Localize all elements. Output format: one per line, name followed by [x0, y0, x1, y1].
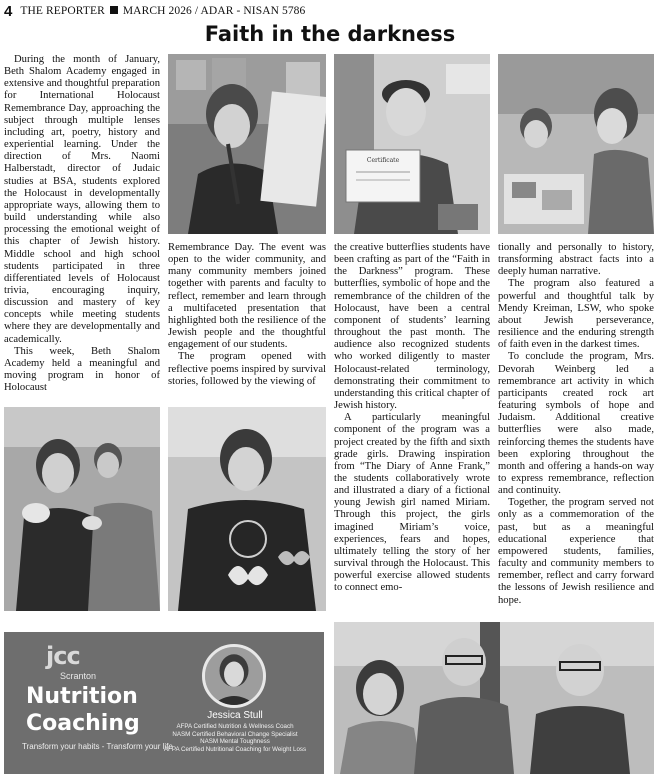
article-paragraph: the creative butterflies students have been crafting as part of the “Faith in the Darkness” program. These butterflies, symbolic of hope and the remembrance of the children of the Holocaust, have been a central component of students’ learning throughout the past month. The audience also recognized students who worked diligently to master Holocaust-related terminology, demonstrating their commitment to understanding this critical chapter of Jewish history.	[334, 242, 490, 412]
page-number: 4	[4, 2, 13, 20]
article-column-2	[168, 242, 326, 388]
article-headline: Faith in the darkness	[204, 22, 456, 46]
coach-credentials	[150, 723, 320, 753]
photo-student-reading	[168, 54, 326, 234]
jcc-logo: jcc	[46, 642, 80, 670]
article-column-1	[4, 54, 160, 394]
jcc-logo-subtitle: Scranton	[60, 671, 97, 681]
photo-students-art-activity	[498, 54, 654, 234]
photo-speaker-and-guests	[334, 622, 654, 774]
article-column-4	[498, 242, 654, 607]
article-paragraph: This week, Beth Shalom Academy held a meaningful and moving program in honor of Holocaust	[4, 345, 160, 394]
article-paragraph: tionally and personally to history, transforming abstract facts into a deeply human narrative.	[498, 242, 654, 278]
credential-line: NASM Certified Behavioral Change Specialist	[172, 730, 298, 738]
article-paragraph: Remembrance Day. The event was open to the wider community, and many community members joined together with parents and faculty to reflect, remember and learn through a multifaceted presentation that highlighted both the resilience of the Jewish people and the thoughtful engagement of our students.	[168, 242, 326, 351]
article-paragraph: Together, the program served not only as a commemoration of the past, but as a meaningful educational experience that empowered students, families, faculty and community members to remember, reflect and carry forward the lessons of Jewish resilience and hope.	[498, 497, 654, 606]
ad-title-line-1: Nutrition	[26, 684, 138, 709]
credential-line: AFPA Certified Nutritional Coaching for Weight Loss	[163, 745, 307, 753]
photo-student-butterflies	[168, 407, 326, 611]
article-paragraph: A particularly meaningful component of the program was a project created by the fifth and sixth grade girls. Drawing inspiration from “The Diary of Anne Frank,” the students collaboratively wrote and illustrated a diary of a fictional young Jewish girl named Miriam. Through this project, the girls imagined Miriam’s voice, experiences, fears and hopes, ultimately telling the story of her survival through the Holocaust. This powerful exercise allowed students to connect emo-	[334, 412, 490, 594]
publication-name: THE REPORTER	[20, 5, 105, 17]
photo-students-rock-art	[4, 407, 160, 611]
ad-tagline: Transform your habits - Transform your life	[22, 742, 173, 751]
article-paragraph: To conclude the program, Mrs. Devorah Weinberg led a remembrance art activity in which participants created rock art featuring symbols of hope and Judaism. Additional creative butterflies were also made, reinforcing themes the students have been exploring throughout the month and offering a hands-on way to express remembrance, reflection and continuity.	[498, 351, 654, 497]
page-header	[4, 2, 305, 20]
coach-name: Jessica Stull	[207, 710, 263, 721]
coach-avatar	[202, 644, 266, 708]
ad-title-line-2: Coaching	[26, 711, 140, 736]
photo-student-certificate	[334, 54, 490, 234]
article-paragraph: The program opened with reflective poems inspired by survival stories, followed by the viewing of	[168, 351, 326, 387]
credential-line: NASM Mental Toughness	[200, 738, 270, 746]
masthead	[20, 5, 305, 17]
square-separator-icon	[110, 6, 118, 14]
issue-date: MARCH 2026 / ADAR - NISAN 5786	[122, 5, 306, 17]
credential-line: AFPA Certified Nutrition & Wellness Coach	[176, 723, 294, 730]
article-paragraph: The program also featured a powerful and thoughtful talk by Mendy Kreiman, LSW, who spoke about Jewish perseverance, resilience and the enduring strength of faith even in the darkest times.	[498, 278, 654, 351]
certificate-text: Certificate	[366, 157, 400, 164]
article-column-3	[334, 242, 490, 595]
article-paragraph: During the month of January, Beth Shalom Academy engaged in extensive and thoughtful preparation for International Holocaust Remembrance Day, approaching the subject through multiple lenses including art, poetry, history and experiential learning. Under the direction of Mrs. Naomi Halberstadt, director of Judaic studies at BSA, students explored the Holocaust in developmentally appropriate ways, allowing them to build understanding while also processing the emotional weight of this chapter of Jewish history. Middle school and high school students participated in three differentiated levels of Holocaust trivia, encouraging inquiry, discussion and mastery of key concepts while meeting students where they are developmentally and academically.	[4, 54, 160, 345]
